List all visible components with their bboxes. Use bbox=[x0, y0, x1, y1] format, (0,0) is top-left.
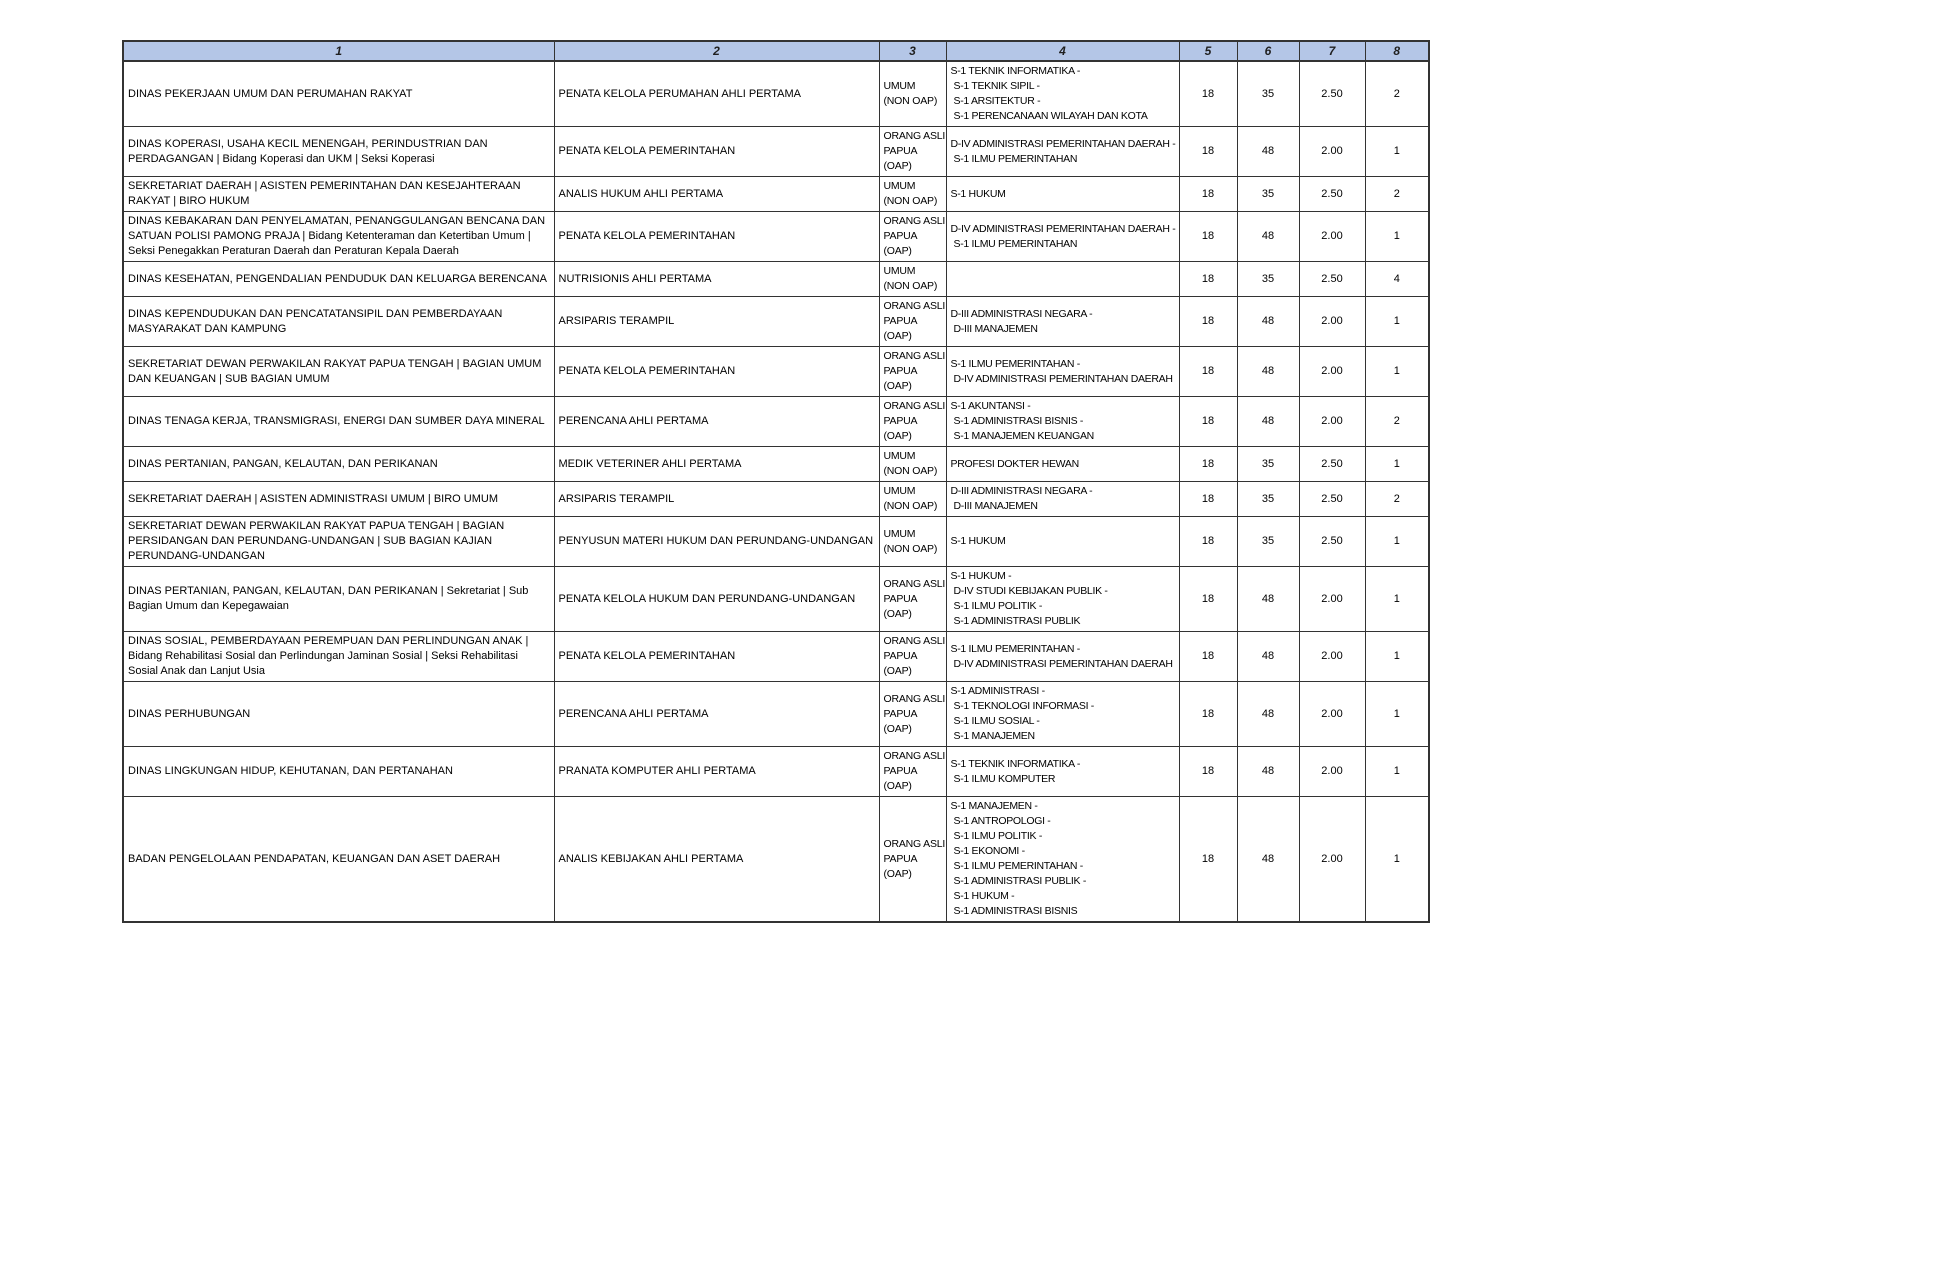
col7-cell: 2.00 bbox=[1299, 347, 1365, 397]
cell-line: (NON OAP) bbox=[883, 280, 938, 292]
cell-line: S-1 MANAJEMEN - bbox=[950, 800, 1038, 812]
cell-line: S-1 MANAJEMEN bbox=[953, 730, 1035, 742]
cell-line: (OAP) bbox=[883, 160, 912, 172]
cell-line: ORANG ASLI bbox=[883, 750, 946, 762]
cell-line: ORANG ASLI bbox=[883, 215, 946, 227]
col8-cell: 2 bbox=[1365, 482, 1429, 517]
cell-line: PROFESI DOKTER HEWAN bbox=[950, 457, 1079, 470]
table-row bbox=[123, 127, 1429, 177]
col7-cell: 2.00 bbox=[1299, 212, 1365, 262]
col5-cell: 18 bbox=[1179, 447, 1237, 482]
cell-line: S-1 EKONOMI - bbox=[953, 845, 1025, 857]
col8-cell: 1 bbox=[1365, 632, 1429, 682]
category-cell bbox=[879, 297, 946, 347]
education-cell bbox=[946, 632, 1179, 682]
cell-line: S-1 ILMU PEMERINTAHAN - bbox=[950, 642, 1080, 655]
position-cell: ANALIS HUKUM AHLI PERTAMA bbox=[554, 177, 879, 212]
cell-line: PAPUA bbox=[883, 852, 918, 865]
table-row bbox=[123, 177, 1429, 212]
cell-line: UMUM bbox=[883, 450, 916, 462]
col5-cell: 18 bbox=[1179, 797, 1237, 923]
column-header-3: 3 bbox=[879, 41, 946, 61]
cell-line: UMUM bbox=[883, 527, 916, 540]
unit-cell: SEKRETARIAT DEWAN PERWAKILAN RAKYAT PAPUA TENGAH | BAGIAN PERSIDANGAN DAN PERUNDANG-UNDANGAN | SUB BAGIAN KAJIAN PERUNDANG-UNDANGAN bbox=[123, 517, 554, 567]
category-cell bbox=[879, 262, 946, 297]
education-cell bbox=[946, 177, 1179, 212]
table-header bbox=[123, 41, 1429, 61]
col7-cell: 2.00 bbox=[1299, 397, 1365, 447]
position-cell: PENYUSUN MATERI HUKUM DAN PERUNDANG-UNDANGAN bbox=[554, 517, 879, 567]
position-cell: MEDIK VETERINER AHLI PERTAMA bbox=[554, 447, 879, 482]
cell-line: S-1 ILMU POLITIK - bbox=[953, 830, 1043, 842]
cell-line: PAPUA bbox=[883, 145, 918, 157]
cell-line: PAPUA bbox=[883, 230, 918, 242]
recruitment-table bbox=[122, 40, 1430, 923]
col8-cell: 1 bbox=[1365, 447, 1429, 482]
cell-line: S-1 ADMINISTRASI PUBLIK - bbox=[953, 875, 1087, 887]
unit-cell: SEKRETARIAT DAERAH | ASISTEN PEMERINTAHAN DAN KESEJAHTERAAN RAKYAT | BIRO HUKUM bbox=[123, 177, 554, 212]
education-cell bbox=[946, 682, 1179, 747]
position-cell: PENATA KELOLA PERUMAHAN AHLI PERTAMA bbox=[554, 61, 879, 127]
education-cell bbox=[946, 482, 1179, 517]
column-header-8: 8 bbox=[1365, 41, 1429, 61]
unit-cell: DINAS SOSIAL, PEMBERDAYAAN PEREMPUAN DAN PERLINDUNGAN ANAK | Bidang Rehabilitasi Sosial dan Perlindungan Jaminan Sosial | Seksi Rehabilitasi Sosial Anak dan Lanjut Usia bbox=[123, 632, 554, 682]
cell-line: S-1 AKUNTANSI - bbox=[950, 400, 1031, 412]
cell-line: S-1 HUKUM - bbox=[950, 570, 1012, 582]
col8-cell: 1 bbox=[1365, 212, 1429, 262]
cell-line: (NON OAP) bbox=[883, 500, 938, 512]
cell-line: S-1 ILMU POLITIK - bbox=[953, 600, 1043, 612]
cell-line: D-IV ADMINISTRASI PEMERINTAHAN DAERAH - bbox=[950, 137, 1176, 150]
col8-cell: 1 bbox=[1365, 567, 1429, 632]
col5-cell: 18 bbox=[1179, 682, 1237, 747]
education-cell bbox=[946, 797, 1179, 923]
cell-line: PAPUA bbox=[883, 765, 918, 777]
header-row bbox=[123, 41, 1429, 61]
cell-line: D-IV STUDI KEBIJAKAN PUBLIK - bbox=[953, 585, 1108, 597]
unit-cell: DINAS PERTANIAN, PANGAN, KELAUTAN, DAN PERIKANAN bbox=[123, 447, 554, 482]
table-row bbox=[123, 397, 1429, 447]
cell-line: (OAP) bbox=[883, 430, 912, 442]
col7-cell: 2.50 bbox=[1299, 447, 1365, 482]
education-cell bbox=[946, 747, 1179, 797]
cell-line: PAPUA bbox=[883, 707, 918, 720]
cell-line: D-IV ADMINISTRASI PEMERINTAHAN DAERAH bbox=[953, 372, 1173, 385]
category-cell bbox=[879, 177, 946, 212]
column-header-4: 4 bbox=[946, 41, 1179, 61]
position-cell: ARSIPARIS TERAMPIL bbox=[554, 297, 879, 347]
col5-cell: 18 bbox=[1179, 61, 1237, 127]
col7-cell: 2.00 bbox=[1299, 297, 1365, 347]
category-cell bbox=[879, 397, 946, 447]
col5-cell: 18 bbox=[1179, 397, 1237, 447]
cell-line: S-1 TEKNIK INFORMATIKA - bbox=[950, 65, 1081, 77]
cell-line: ORANG ASLI bbox=[883, 577, 946, 590]
col6-cell: 48 bbox=[1237, 632, 1299, 682]
cell-line: (NON OAP) bbox=[883, 95, 938, 107]
col5-cell: 18 bbox=[1179, 177, 1237, 212]
col5-cell: 18 bbox=[1179, 747, 1237, 797]
cell-line: S-1 ILMU PEMERINTAHAN bbox=[953, 152, 1078, 165]
cell-line: D-III MANAJEMEN bbox=[953, 322, 1038, 335]
unit-cell: DINAS PEKERJAAN UMUM DAN PERUMAHAN RAKYAT bbox=[123, 61, 554, 127]
cell-line: S-1 TEKNOLOGI INFORMASI - bbox=[953, 700, 1094, 712]
position-cell: PERENCANA AHLI PERTAMA bbox=[554, 682, 879, 747]
cell-line: PAPUA bbox=[883, 315, 918, 327]
cell-line: S-1 TEKNIK SIPIL - bbox=[953, 80, 1040, 92]
cell-line: D-IV ADMINISTRASI PEMERINTAHAN DAERAH bbox=[953, 657, 1173, 670]
education-cell bbox=[946, 212, 1179, 262]
col7-cell: 2.00 bbox=[1299, 747, 1365, 797]
column-header-2: 2 bbox=[554, 41, 879, 61]
table-row bbox=[123, 212, 1429, 262]
col7-cell: 2.50 bbox=[1299, 517, 1365, 567]
cell-line: D-III ADMINISTRASI NEGARA - bbox=[950, 485, 1093, 497]
col7-cell: 2.00 bbox=[1299, 632, 1365, 682]
col8-cell: 1 bbox=[1365, 682, 1429, 747]
col6-cell: 48 bbox=[1237, 347, 1299, 397]
col6-cell: 48 bbox=[1237, 127, 1299, 177]
cell-line: (OAP) bbox=[883, 867, 912, 880]
cell-line: ORANG ASLI bbox=[883, 130, 946, 142]
col6-cell: 48 bbox=[1237, 297, 1299, 347]
category-cell bbox=[879, 517, 946, 567]
table-body bbox=[123, 61, 1429, 922]
category-cell bbox=[879, 61, 946, 127]
cell-line: UMUM bbox=[883, 485, 916, 497]
table-row bbox=[123, 632, 1429, 682]
cell-line: PAPUA bbox=[883, 365, 918, 377]
cell-line: (OAP) bbox=[883, 330, 912, 342]
col7-cell: 2.00 bbox=[1299, 682, 1365, 747]
cell-line: D-III ADMINISTRASI NEGARA - bbox=[950, 307, 1093, 320]
col5-cell: 18 bbox=[1179, 297, 1237, 347]
col5-cell: 18 bbox=[1179, 212, 1237, 262]
cell-line: S-1 HUKUM bbox=[950, 535, 1006, 547]
cell-line: ORANG ASLI bbox=[883, 837, 946, 850]
col6-cell: 35 bbox=[1237, 517, 1299, 567]
unit-cell: DINAS LINGKUNGAN HIDUP, KEHUTANAN, DAN PERTANAHAN bbox=[123, 747, 554, 797]
cell-line: (NON OAP) bbox=[883, 542, 938, 555]
cell-line: ORANG ASLI bbox=[883, 400, 946, 412]
cell-line: S-1 ILMU KOMPUTER bbox=[953, 772, 1056, 785]
position-cell: PENATA KELOLA HUKUM DAN PERUNDANG-UNDANGAN bbox=[554, 567, 879, 632]
table-row bbox=[123, 797, 1429, 923]
col6-cell: 48 bbox=[1237, 797, 1299, 923]
position-cell: PENATA KELOLA PEMERINTAHAN bbox=[554, 347, 879, 397]
cell-line: D-IV ADMINISTRASI PEMERINTAHAN DAERAH - bbox=[950, 222, 1176, 235]
cell-line: S-1 ADMINISTRASI - bbox=[950, 685, 1045, 697]
category-cell bbox=[879, 347, 946, 397]
education-cell bbox=[946, 297, 1179, 347]
col7-cell: 2.00 bbox=[1299, 567, 1365, 632]
position-cell: PENATA KELOLA PEMERINTAHAN bbox=[554, 632, 879, 682]
cell-line: S-1 HUKUM - bbox=[953, 890, 1015, 902]
cell-line: S-1 ILMU PEMERINTAHAN - bbox=[950, 357, 1080, 370]
cell-line: ORANG ASLI bbox=[883, 635, 946, 647]
cell-line: (OAP) bbox=[883, 380, 912, 392]
cell-line: S-1 MANAJEMEN KEUANGAN bbox=[953, 430, 1094, 442]
cell-line: S-1 ILMU PEMERINTAHAN bbox=[953, 237, 1078, 250]
unit-cell: DINAS TENAGA KERJA, TRANSMIGRASI, ENERGI DAN SUMBER DAYA MINERAL bbox=[123, 397, 554, 447]
position-cell: NUTRISIONIS AHLI PERTAMA bbox=[554, 262, 879, 297]
cell-line: ORANG ASLI bbox=[883, 350, 946, 362]
education-cell bbox=[946, 397, 1179, 447]
education-cell bbox=[946, 517, 1179, 567]
position-cell: ANALIS KEBIJAKAN AHLI PERTAMA bbox=[554, 797, 879, 923]
table-row bbox=[123, 682, 1429, 747]
table-row bbox=[123, 347, 1429, 397]
col7-cell: 2.00 bbox=[1299, 127, 1365, 177]
cell-line: S-1 ADMINISTRASI BISNIS bbox=[953, 905, 1078, 917]
col6-cell: 35 bbox=[1237, 262, 1299, 297]
col6-cell: 35 bbox=[1237, 447, 1299, 482]
education-cell bbox=[946, 61, 1179, 127]
cell-line: UMUM bbox=[883, 180, 916, 192]
cell-line: D-III MANAJEMEN bbox=[953, 500, 1038, 512]
cell-line: UMUM bbox=[883, 265, 916, 277]
cell-line: (OAP) bbox=[883, 607, 912, 620]
col6-cell: 35 bbox=[1237, 177, 1299, 212]
col7-cell: 2.50 bbox=[1299, 482, 1365, 517]
col5-cell: 18 bbox=[1179, 127, 1237, 177]
col7-cell: 2.50 bbox=[1299, 177, 1365, 212]
column-header-1: 1 bbox=[123, 41, 554, 61]
column-header-7: 7 bbox=[1299, 41, 1365, 61]
unit-cell: SEKRETARIAT DAERAH | ASISTEN ADMINISTRASI UMUM | BIRO UMUM bbox=[123, 482, 554, 517]
unit-cell: DINAS KEPENDUDUKAN DAN PENCATATANSIPIL DAN PEMBERDAYAAN MASYARAKAT DAN KAMPUNG bbox=[123, 297, 554, 347]
cell-line: PAPUA bbox=[883, 650, 918, 662]
cell-line: (OAP) bbox=[883, 780, 912, 792]
table-row bbox=[123, 747, 1429, 797]
col6-cell: 48 bbox=[1237, 747, 1299, 797]
unit-cell: DINAS KESEHATAN, PENGENDALIAN PENDUDUK DAN KELUARGA BERENCANA bbox=[123, 262, 554, 297]
col8-cell: 1 bbox=[1365, 297, 1429, 347]
cell-line: ORANG ASLI bbox=[883, 300, 946, 312]
col8-cell: 2 bbox=[1365, 61, 1429, 127]
col8-cell: 1 bbox=[1365, 797, 1429, 923]
table-row bbox=[123, 447, 1429, 482]
col7-cell: 2.50 bbox=[1299, 61, 1365, 127]
column-header-6: 6 bbox=[1237, 41, 1299, 61]
cell-line: (NON OAP) bbox=[883, 195, 938, 207]
unit-cell: DINAS KOPERASI, USAHA KECIL MENENGAH, PERINDUSTRIAN DAN PERDAGANGAN | Bidang Koperasi dan UKM | Seksi Koperasi bbox=[123, 127, 554, 177]
education-cell bbox=[946, 447, 1179, 482]
table-row bbox=[123, 567, 1429, 632]
column-header-5: 5 bbox=[1179, 41, 1237, 61]
col8-cell: 1 bbox=[1365, 347, 1429, 397]
cell-line: S-1 PERENCANAAN WILAYAH DAN KOTA bbox=[953, 110, 1148, 122]
col5-cell: 18 bbox=[1179, 482, 1237, 517]
col6-cell: 48 bbox=[1237, 682, 1299, 747]
col8-cell: 1 bbox=[1365, 747, 1429, 797]
cell-line: (OAP) bbox=[883, 722, 912, 735]
col6-cell: 48 bbox=[1237, 397, 1299, 447]
cell-line: UMUM bbox=[883, 80, 916, 92]
unit-cell: SEKRETARIAT DEWAN PERWAKILAN RAKYAT PAPUA TENGAH | BAGIAN UMUM DAN KEUANGAN | SUB BAGIAN UMUM bbox=[123, 347, 554, 397]
category-cell bbox=[879, 747, 946, 797]
category-cell bbox=[879, 127, 946, 177]
category-cell bbox=[879, 212, 946, 262]
education-cell bbox=[946, 127, 1179, 177]
position-cell: PENATA KELOLA PEMERINTAHAN bbox=[554, 127, 879, 177]
cell-line: PAPUA bbox=[883, 592, 918, 605]
cell-line: S-1 TEKNIK INFORMATIKA - bbox=[950, 757, 1081, 770]
cell-line: ORANG ASLI bbox=[883, 692, 946, 705]
cell-line: S-1 ILMU PEMERINTAHAN - bbox=[953, 860, 1083, 872]
col5-cell: 18 bbox=[1179, 567, 1237, 632]
table-row bbox=[123, 262, 1429, 297]
col6-cell: 35 bbox=[1237, 482, 1299, 517]
unit-cell: BADAN PENGELOLAAN PENDAPATAN, KEUANGAN DAN ASET DAERAH bbox=[123, 797, 554, 923]
category-cell bbox=[879, 567, 946, 632]
cell-line: S-1 ANTROPOLOGI - bbox=[953, 815, 1051, 827]
position-cell: PENATA KELOLA PEMERINTAHAN bbox=[554, 212, 879, 262]
col5-cell: 18 bbox=[1179, 517, 1237, 567]
category-cell bbox=[879, 797, 946, 923]
col8-cell: 4 bbox=[1365, 262, 1429, 297]
col6-cell: 48 bbox=[1237, 212, 1299, 262]
col6-cell: 48 bbox=[1237, 567, 1299, 632]
col8-cell: 2 bbox=[1365, 397, 1429, 447]
unit-cell: DINAS KEBAKARAN DAN PENYELAMATAN, PENANGGULANGAN BENCANA DAN SATUAN POLISI PAMONG PRAJA | Bidang Ketenteraman dan Ketertiban Umum | Seksi Penegakkan Peraturan Daerah dan Peraturan Kepala Daerah bbox=[123, 212, 554, 262]
education-cell bbox=[946, 347, 1179, 397]
table-row bbox=[123, 297, 1429, 347]
cell-line: (OAP) bbox=[883, 665, 912, 677]
table-row bbox=[123, 517, 1429, 567]
unit-cell: DINAS PERTANIAN, PANGAN, KELAUTAN, DAN PERIKANAN | Sekretariat | Sub Bagian Umum dan Kepegawaian bbox=[123, 567, 554, 632]
table-row bbox=[123, 61, 1429, 127]
col7-cell: 2.00 bbox=[1299, 797, 1365, 923]
position-cell: ARSIPARIS TERAMPIL bbox=[554, 482, 879, 517]
col8-cell: 1 bbox=[1365, 127, 1429, 177]
col6-cell: 35 bbox=[1237, 61, 1299, 127]
col8-cell: 1 bbox=[1365, 517, 1429, 567]
category-cell bbox=[879, 447, 946, 482]
col5-cell: 18 bbox=[1179, 632, 1237, 682]
cell-line: S-1 ILMU SOSIAL - bbox=[953, 715, 1040, 727]
unit-cell: DINAS PERHUBUNGAN bbox=[123, 682, 554, 747]
category-cell bbox=[879, 482, 946, 517]
col5-cell: 18 bbox=[1179, 262, 1237, 297]
col8-cell: 2 bbox=[1365, 177, 1429, 212]
cell-line: (NON OAP) bbox=[883, 465, 938, 477]
cell-line: PAPUA bbox=[883, 415, 918, 427]
cell-line: S-1 HUKUM bbox=[950, 187, 1006, 200]
category-cell bbox=[879, 632, 946, 682]
cell-line: S-1 ADMINISTRASI PUBLIK bbox=[953, 615, 1081, 627]
col7-cell: 2.50 bbox=[1299, 262, 1365, 297]
position-cell: PERENCANA AHLI PERTAMA bbox=[554, 397, 879, 447]
cell-line: S-1 ARSITEKTUR - bbox=[953, 95, 1041, 107]
position-cell: PRANATA KOMPUTER AHLI PERTAMA bbox=[554, 747, 879, 797]
cell-line: S-1 ADMINISTRASI BISNIS - bbox=[953, 415, 1084, 427]
category-cell bbox=[879, 682, 946, 747]
education-cell bbox=[946, 567, 1179, 632]
col5-cell: 18 bbox=[1179, 347, 1237, 397]
cell-line: (OAP) bbox=[883, 245, 912, 257]
table-row bbox=[123, 482, 1429, 517]
education-cell bbox=[946, 262, 1179, 297]
